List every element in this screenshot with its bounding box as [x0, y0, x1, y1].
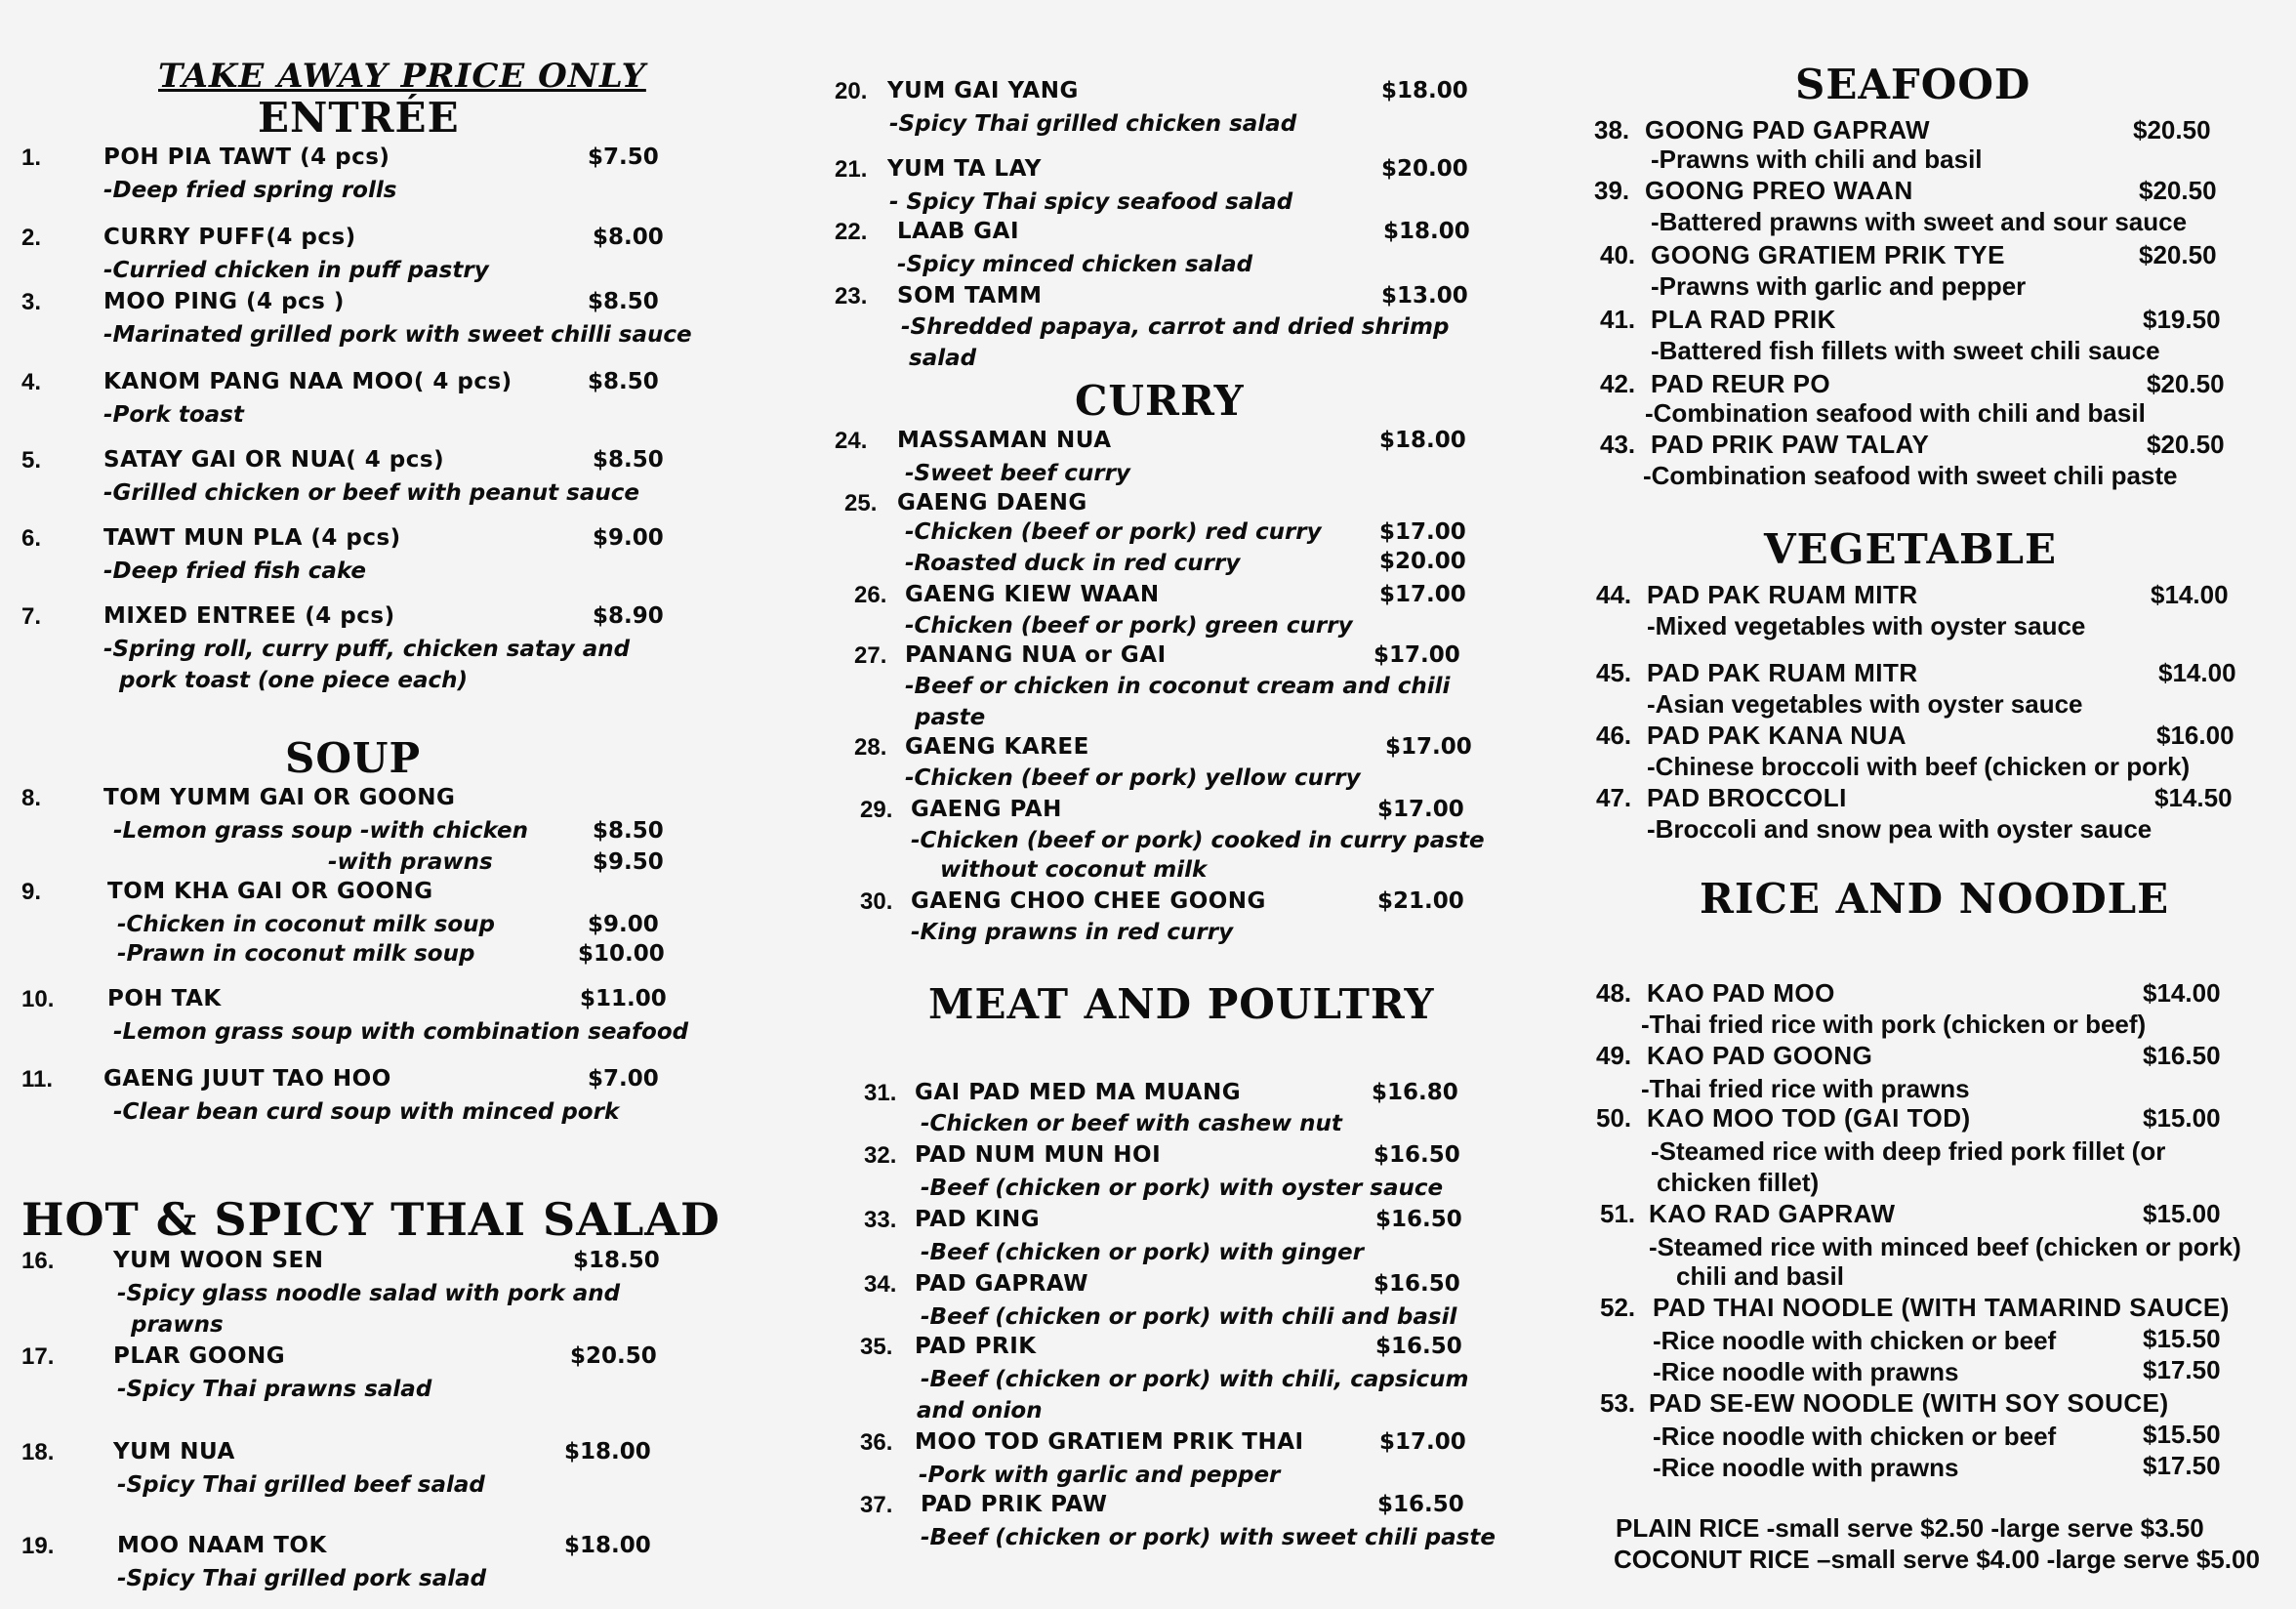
item-description: -Deep fried spring rolls	[103, 178, 397, 203]
item-name: YUM GAI YANG	[887, 78, 1079, 103]
item-description: -Broccoli and snow pea with oyster sauce	[1647, 814, 2152, 844]
item-number: 27.	[854, 642, 887, 669]
item-description: -Spicy Thai grilled pork salad	[117, 1566, 487, 1591]
item-number: 33.	[864, 1207, 897, 1233]
item-description-line2: salad	[909, 346, 977, 371]
item-name: YUM WOON SEN	[113, 1248, 324, 1273]
heading-curry: CURRY	[1075, 377, 1245, 425]
item-description: -Asian vegetables with oyster sauce	[1647, 689, 2083, 719]
item-number: 5.	[21, 447, 42, 474]
item-description: -Chicken or beef with cashew nut	[921, 1111, 1342, 1136]
item-name: GAENG KAREE	[905, 734, 1089, 760]
item-description-line2: paste	[915, 705, 986, 730]
item-description: -Beef (chicken or pork) with oyster sauce	[921, 1176, 1444, 1201]
item-name: GAENG DAENG	[897, 490, 1087, 516]
item-number: 16.	[21, 1248, 55, 1274]
item-description: -Deep fried fish cake	[103, 558, 367, 584]
item-name: PLAR GOONG	[113, 1343, 286, 1369]
item-price: $18.50	[573, 1248, 660, 1273]
item-description: -Spicy Thai grilled chicken salad	[889, 111, 1297, 137]
item-description-line2: without coconut milk	[940, 857, 1208, 883]
item-name: YUM NUA	[113, 1439, 235, 1465]
item-number: 51.	[1600, 1199, 1636, 1228]
item-price-2: $17.50	[2143, 1451, 2221, 1480]
item-description: -Curried chicken in puff pastry	[103, 258, 489, 283]
item-name: PAD BROCCOLI	[1647, 783, 1847, 812]
item-price: $20.50	[2139, 240, 2217, 269]
item-price-2: $10.00	[578, 941, 665, 967]
item-price: $18.00	[1379, 428, 1466, 453]
item-number: 44.	[1596, 580, 1632, 609]
item-number: 36.	[860, 1429, 893, 1456]
item-number: 18.	[21, 1439, 55, 1465]
item-description-line2: -Prawn in coconut milk soup	[117, 941, 475, 967]
item-description: -Chinese broccoli with beef (chicken or pork)	[1647, 752, 2191, 781]
item-price: $7.50	[588, 144, 659, 170]
item-description-line2: and onion	[917, 1398, 1043, 1423]
item-name: MASSAMAN NUA	[897, 428, 1112, 453]
item-name: GAENG KIEW WAAN	[905, 582, 1160, 607]
item-description: -Pork with garlic and pepper	[919, 1463, 1281, 1488]
item-description: -Combination seafood with chili and basil	[1645, 398, 2146, 428]
item-name: YUM TA LAY	[887, 156, 1042, 182]
item-number: 4.	[21, 369, 42, 395]
item-price: $9.00	[593, 525, 664, 551]
item-price: $16.50	[1374, 1142, 1460, 1168]
item-name: GAENG CHOO CHEE GOONG	[911, 888, 1266, 914]
item-description: -Spicy glass noodle salad with pork and	[117, 1281, 621, 1306]
item-name: PAD PAK RUAM MITR	[1647, 580, 1918, 609]
item-number: 31.	[864, 1080, 897, 1106]
item-description: -Spicy minced chicken salad	[897, 252, 1253, 277]
item-name: PAD PAK KANA NUA	[1647, 721, 1907, 750]
item-name: KANOM PANG NAA MOO( 4 pcs)	[103, 369, 512, 394]
item-description-line2: pork toast (one piece each)	[119, 668, 469, 693]
item-name: KAO MOO TOD (GAI TOD)	[1647, 1103, 1971, 1133]
item-description: -Rice noodle with chicken or beef	[1653, 1326, 2057, 1355]
item-price: $15.50	[2143, 1420, 2221, 1449]
item-price: $18.00	[1383, 219, 1470, 244]
item-number: 53.	[1600, 1388, 1636, 1418]
item-description: -Clear bean curd soup with minced pork	[113, 1099, 620, 1125]
item-number: 22.	[835, 219, 868, 245]
item-number: 20.	[835, 78, 868, 104]
item-name: MIXED ENTREE (4 pcs)	[103, 603, 395, 629]
item-price: $17.00	[1385, 734, 1472, 760]
item-price: $16.50	[1375, 1334, 1462, 1359]
item-name: TOM KHA GAI OR GOONG	[107, 879, 433, 904]
item-name: POH PIA TAWT (4 pcs)	[103, 144, 390, 170]
item-description: -Chicken (beef or pork) green curry	[905, 613, 1353, 639]
item-number: 34.	[864, 1271, 897, 1298]
item-description: -Spring roll, curry puff, chicken satay and	[103, 637, 631, 662]
item-name: TAWT MUN PLA (4 pcs)	[103, 525, 401, 551]
item-price: $15.00	[2143, 1103, 2221, 1133]
item-price: $15.50	[2143, 1324, 2221, 1353]
item-name: GAENG PAH	[911, 797, 1062, 822]
item-number: 50.	[1596, 1103, 1632, 1133]
item-price: $16.50	[1375, 1207, 1462, 1232]
heading-rice-and-noodle: RICE AND NOODLE	[1700, 875, 2170, 923]
item-price-2: $9.50	[593, 849, 664, 875]
item-description-line2: -Roasted duck in red curry	[905, 551, 1241, 576]
item-price: $20.50	[2147, 430, 2225, 459]
item-description: -Battered prawns with sweet and sour sauce	[1651, 207, 2188, 236]
item-number: 21.	[835, 156, 868, 183]
item-number: 7.	[21, 603, 42, 630]
item-description: -Beef (chicken or pork) with ginger	[921, 1240, 1364, 1265]
item-name: PAD NUM MUN HOI	[915, 1142, 1162, 1168]
item-number: 11.	[21, 1066, 54, 1093]
item-description-line2: -Rice noodle with prawns	[1653, 1357, 1959, 1386]
item-price: $18.00	[564, 1439, 651, 1465]
item-number: 1.	[21, 144, 42, 171]
item-price: $14.50	[2154, 783, 2233, 812]
item-number: 10.	[21, 986, 55, 1012]
item-name: SOM TAMM	[897, 283, 1043, 309]
coconut-rice-line: COCONUT RICE –small serve $4.00 -large serve $5.00	[1614, 1545, 2260, 1574]
item-number: 49.	[1596, 1041, 1632, 1070]
item-name: CURRY PUFF(4 pcs)	[103, 225, 356, 250]
item-number: 30.	[860, 888, 893, 915]
item-number: 38.	[1594, 115, 1630, 144]
item-number: 9.	[21, 879, 42, 905]
item-price: $20.00	[1381, 156, 1468, 182]
item-name: PAD PRIK PAW TALAY	[1651, 430, 1930, 459]
item-price-2: $20.00	[1379, 549, 1466, 574]
item-number: 42.	[1600, 369, 1636, 398]
item-number: 45.	[1596, 658, 1632, 687]
item-description: -Steamed rice with minced beef (chicken or pork)	[1649, 1232, 2241, 1261]
item-description: -Beef (chicken or pork) with sweet chili paste	[921, 1525, 1496, 1550]
item-price: $20.50	[2147, 369, 2225, 398]
item-name: PAD PRIK	[915, 1334, 1037, 1359]
plain-rice-line: PLAIN RICE -small serve $2.50 -large serve $3.50	[1616, 1513, 2204, 1543]
item-description: -Chicken (beef or pork) cooked in curry paste	[911, 828, 1485, 853]
item-description-line2: chili and basil	[1676, 1261, 1844, 1291]
item-description: -Lemon grass soup with combination seafood	[113, 1019, 689, 1045]
item-description: -Mixed vegetables with oyster sauce	[1647, 611, 2086, 640]
item-description: -Lemon grass soup -with chicken	[113, 818, 529, 844]
item-description: -Beef or chicken in coconut cream and chili	[905, 674, 1451, 699]
item-description: -Thai fried rice with prawns	[1641, 1074, 1970, 1103]
item-description: -Thai fried rice with pork (chicken or beef)	[1641, 1010, 2147, 1039]
heading-hot-spicy-thai-salad: HOT & SPICY THAI SALAD	[21, 1193, 720, 1246]
item-description: -Grilled chicken or beef with peanut sauce	[103, 480, 639, 506]
heading-vegetable: VEGETABLE	[1764, 525, 2058, 573]
item-description: -Steamed rice with deep fried pork fillet (or	[1651, 1136, 2166, 1166]
item-name: GOONG PAD GAPRAW	[1645, 115, 1931, 144]
item-number: 8.	[21, 785, 42, 811]
item-description-line2: -Rice noodle with prawns	[1653, 1453, 1959, 1482]
item-name: GOONG GRATIEM PRIK TYE	[1651, 240, 2005, 269]
item-price: $21.00	[1377, 888, 1464, 914]
item-name: MOO PING (4 pcs )	[103, 289, 345, 314]
item-number: 23.	[835, 283, 868, 309]
item-number: 40.	[1600, 240, 1636, 269]
item-name: PAD PAK RUAM MITR	[1647, 658, 1918, 687]
item-description: -Rice noodle with chicken or beef	[1653, 1422, 2057, 1451]
item-name: POH TAK	[107, 986, 222, 1011]
item-price: $16.80	[1372, 1080, 1458, 1105]
item-price: $17.00	[1379, 1429, 1466, 1455]
item-description: -Sweet beef curry	[905, 461, 1130, 486]
item-price: $17.00	[1379, 582, 1466, 607]
item-price: $18.00	[564, 1533, 651, 1558]
item-number: 19.	[21, 1533, 55, 1559]
item-name: PAD KING	[915, 1207, 1041, 1232]
item-name: PLA RAD PRIK	[1651, 305, 1836, 334]
item-number: 35.	[860, 1334, 893, 1360]
item-number: 17.	[21, 1343, 55, 1370]
heading-entree: ENTRÉE	[258, 94, 460, 142]
item-price: $16.00	[2156, 721, 2234, 750]
item-price: $11.00	[580, 986, 667, 1011]
item-price: $18.00	[1381, 78, 1468, 103]
item-name: PAD PRIK PAW	[921, 1492, 1108, 1517]
item-price: $17.00	[1379, 519, 1466, 545]
item-description: -Prawns with chili and basil	[1651, 144, 1983, 174]
item-number: 29.	[860, 797, 893, 823]
item-price: $8.00	[593, 225, 664, 250]
item-price: $8.50	[593, 818, 664, 844]
item-name: KAO PAD MOO	[1647, 978, 1835, 1008]
item-price: $8.50	[588, 289, 659, 314]
item-description: -Chicken (beef or pork) yellow curry	[905, 765, 1361, 791]
item-price: $16.50	[1377, 1492, 1464, 1517]
item-number: 26.	[854, 582, 887, 608]
item-number: 28.	[854, 734, 887, 761]
item-name: GAENG JUUT TAO HOO	[103, 1066, 391, 1092]
item-number: 52.	[1600, 1293, 1636, 1322]
item-price: $20.50	[2139, 176, 2217, 205]
item-name: PAD REUR PO	[1651, 369, 1831, 398]
item-price: $13.00	[1381, 283, 1468, 309]
item-number: 46.	[1596, 721, 1632, 750]
item-price: $17.00	[1374, 642, 1460, 668]
item-price-2: $17.50	[2143, 1355, 2221, 1384]
item-number: 24.	[835, 428, 868, 454]
item-price: $14.00	[2143, 978, 2221, 1008]
item-description: - Spicy Thai spicy seafood salad	[889, 189, 1293, 215]
item-name: LAAB GAI	[897, 219, 1020, 244]
heading-meat-and-poultry: MEAT AND POULTRY	[928, 980, 1435, 1028]
item-price: $20.50	[570, 1343, 657, 1369]
item-number: 37.	[860, 1492, 893, 1518]
item-price: $20.50	[2133, 115, 2211, 144]
item-description-line2: prawns	[131, 1312, 224, 1338]
item-number: 39.	[1594, 176, 1630, 205]
item-name: KAO RAD GAPRAW	[1649, 1199, 1896, 1228]
item-description-line2: chicken fillet)	[1657, 1168, 1820, 1197]
item-price: $16.50	[2143, 1041, 2221, 1070]
item-name: PANANG NUA or GAI	[905, 642, 1167, 668]
item-number: 32.	[864, 1142, 897, 1169]
item-description: -Combination seafood with sweet chili paste	[1643, 461, 2178, 490]
item-name: GOONG PREO WAAN	[1645, 176, 1913, 205]
item-name: TOM YUMM GAI OR GOONG	[103, 785, 456, 810]
item-price: $17.00	[1377, 797, 1464, 822]
item-price: $8.50	[593, 447, 664, 473]
item-description: -Chicken (beef or pork) red curry	[905, 519, 1322, 545]
item-number: 48.	[1596, 978, 1632, 1008]
item-number: 2.	[21, 225, 42, 251]
item-description: -Spicy Thai grilled beef salad	[117, 1472, 485, 1498]
item-number: 47.	[1596, 783, 1632, 812]
takeaway-notice: TAKE AWAY PRICE ONLY	[158, 57, 646, 96]
item-price: $14.00	[2158, 658, 2236, 687]
item-number: 25.	[844, 490, 878, 516]
item-description: -Prawns with garlic and pepper	[1651, 271, 2027, 301]
item-price: $16.50	[1374, 1271, 1460, 1297]
item-name: PAD THAI NOODLE (WITH TAMARIND SAUCE)	[1653, 1293, 2230, 1322]
item-description: -Shredded papaya, carrot and dried shrimp	[901, 314, 1450, 340]
item-price: $8.50	[588, 369, 659, 394]
item-description: -Chicken in coconut milk soup	[117, 912, 496, 937]
item-name: MOO TOD GRATIEM PRIK THAI	[915, 1429, 1304, 1455]
item-description-line2: -with prawns	[328, 849, 493, 875]
item-description: -Pork toast	[103, 402, 244, 428]
item-name: PAD GAPRAW	[915, 1271, 1089, 1297]
item-number: 6.	[21, 525, 42, 552]
item-price: $15.00	[2143, 1199, 2221, 1228]
item-price: $8.90	[593, 603, 664, 629]
item-number: 41.	[1600, 305, 1636, 334]
item-name: PAD SE-EW NOODLE (WITH SOY SOUCE)	[1649, 1388, 2169, 1418]
item-description: -Beef (chicken or pork) with chili and basil	[921, 1304, 1457, 1330]
item-name: MOO NAAM TOK	[117, 1533, 327, 1558]
item-description: -Spicy Thai prawns salad	[117, 1377, 432, 1402]
item-price: $19.50	[2143, 305, 2221, 334]
heading-seafood: SEAFOOD	[1795, 61, 2031, 108]
item-description: -Marinated grilled pork with sweet chilli sauce	[103, 322, 692, 348]
item-price: $7.00	[588, 1066, 659, 1092]
item-name: SATAY GAI OR NUA( 4 pcs)	[103, 447, 445, 473]
item-description: -Battered fish fillets with sweet chili sauce	[1651, 336, 2160, 365]
item-description: -Beef (chicken or pork) with chili, capsicum	[921, 1367, 1469, 1392]
item-price: $9.00	[588, 912, 659, 937]
item-price: $14.00	[2151, 580, 2229, 609]
item-name: KAO PAD GOONG	[1647, 1041, 1873, 1070]
item-number: 3.	[21, 289, 42, 315]
item-number: 43.	[1600, 430, 1636, 459]
heading-soup: SOUP	[285, 734, 422, 782]
item-name: GAI PAD MED MA MUANG	[915, 1080, 1242, 1105]
item-description: -King prawns in red curry	[911, 920, 1234, 945]
